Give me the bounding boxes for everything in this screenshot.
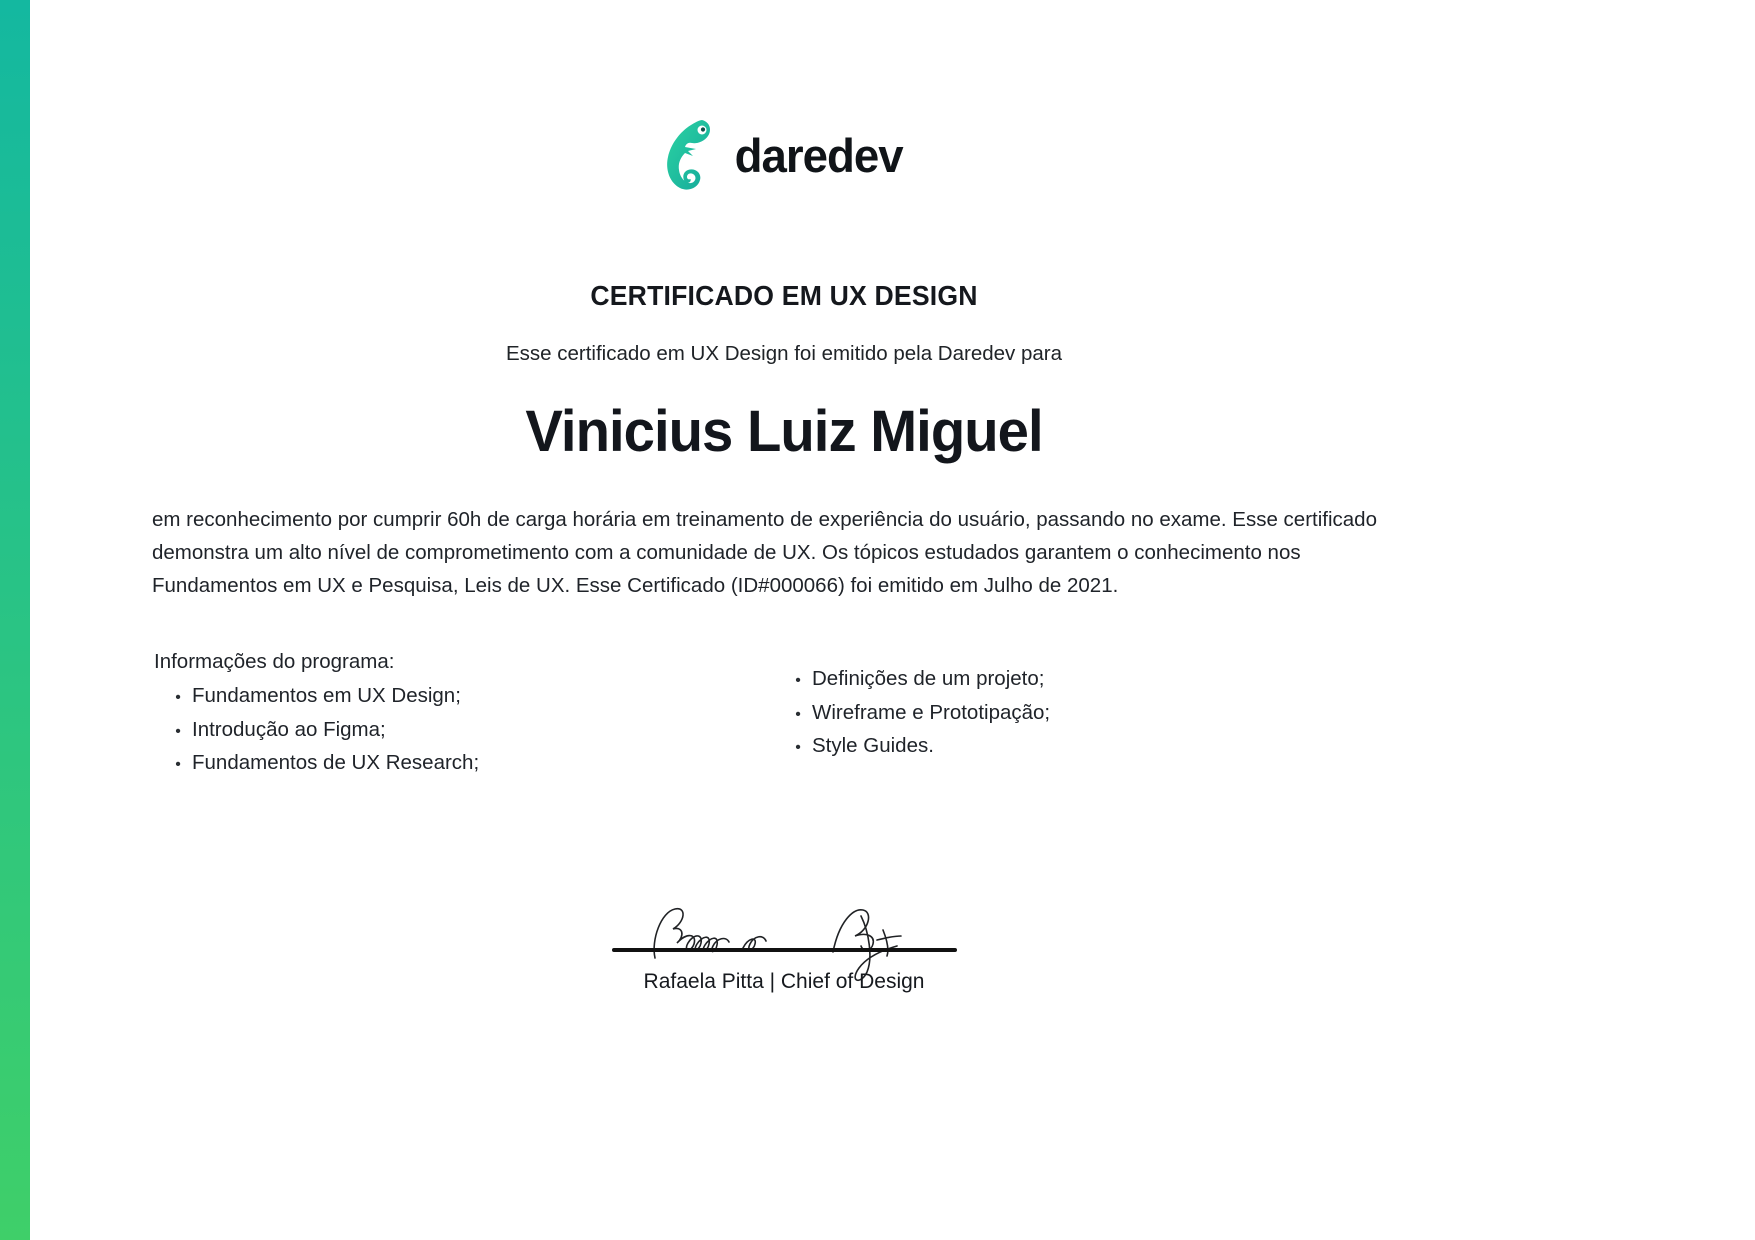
- certificate-title: CERTIFICADO EM UX DESIGN: [590, 280, 978, 311]
- program-topic: Fundamentos de UX Research;: [192, 751, 480, 774]
- program-info-heading: Informações do programa:: [154, 650, 395, 673]
- program-topic: Wireframe e Prototipação;: [812, 700, 1051, 724]
- program-topic-list-right: [788, 667, 1050, 768]
- program-topic-list-left: [168, 684, 479, 785]
- signature-caption: Rafaela Pitta | Chief of Design: [643, 970, 925, 993]
- list-item: [168, 751, 479, 785]
- bullet-icon: •: [795, 672, 801, 689]
- program-topic: Style Guides.: [812, 734, 934, 757]
- brand-wordmark: daredev: [734, 128, 904, 182]
- signature-line: [612, 948, 957, 952]
- signature-block: [152, 896, 1416, 1026]
- accent-gradient-stripe: [0, 0, 30, 1240]
- recipient-name: Vinicius Luiz Miguel: [525, 399, 1043, 464]
- bullet-icon: •: [795, 705, 801, 723]
- certificate-subtitle: Esse certificado em UX Design foi emitido pela Daredev para: [505, 342, 1063, 365]
- list-item: [788, 701, 1050, 735]
- bullet-icon: •: [175, 722, 181, 740]
- list-item: [788, 734, 1050, 768]
- program-topic: Fundamentos em UX Design;: [192, 684, 461, 707]
- list-item: [168, 684, 479, 718]
- bullet-icon: •: [175, 689, 181, 706]
- program-topic: Introdução ao Figma;: [192, 717, 386, 741]
- list-item: [168, 718, 479, 752]
- chameleon-icon: [662, 118, 714, 192]
- list-item: [788, 667, 1050, 701]
- bullet-icon: •: [175, 756, 181, 773]
- program-topic: Definições de um projeto;: [812, 667, 1045, 690]
- certificate-content: [152, 0, 1416, 1240]
- certificate-body-text: em reconhecimento por cumprir 60h de carga horária em treinamento de experiência do usuário, passando no exame. Esse certificado demonstra um alto nível de comprometimento com a comunidade de UX. Os tópicos estudados garantem o conhecimento nos Fundamentos em UX e Pesquisa, Leis de UX. Esse Certificado (ID#000066) foi emitido em Julho de 2021.: [152, 508, 1377, 597]
- bullet-icon: •: [795, 739, 801, 756]
- brand-logo: [152, 118, 1416, 192]
